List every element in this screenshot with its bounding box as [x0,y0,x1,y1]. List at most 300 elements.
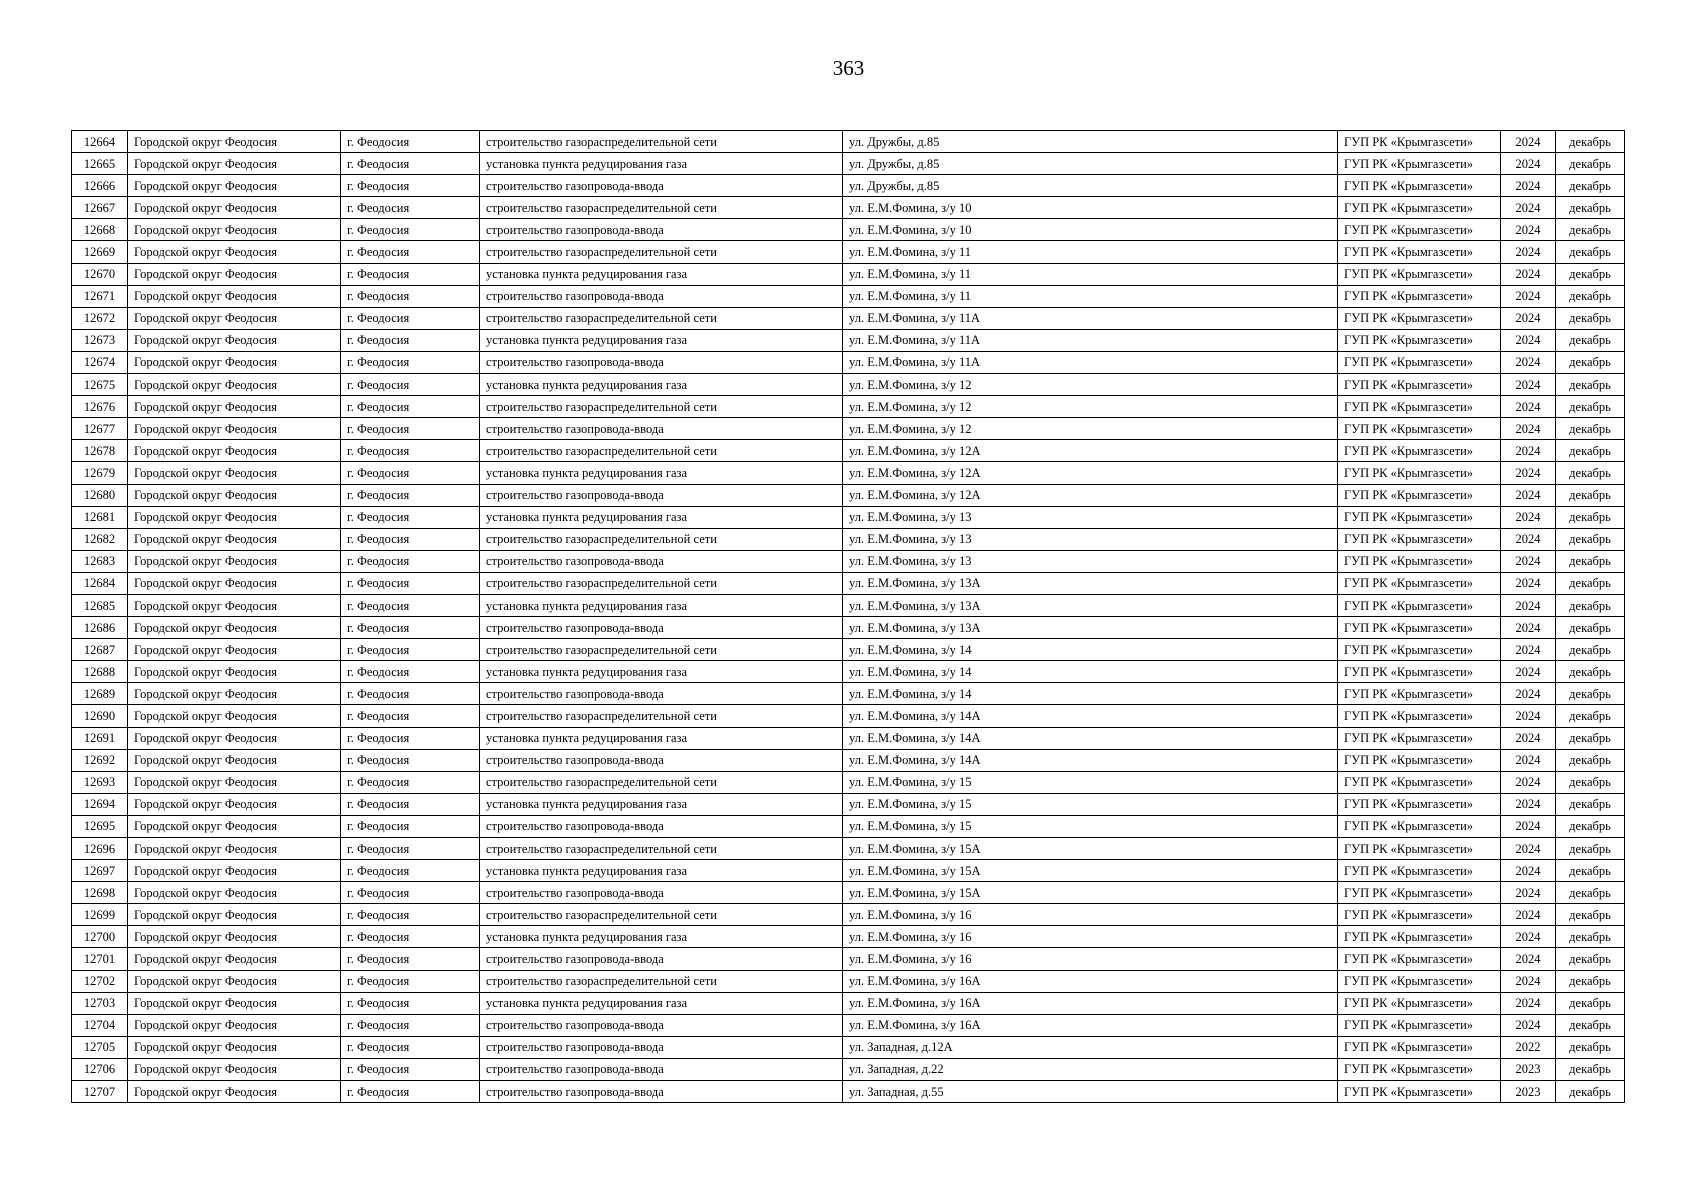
table-row [72,683,1625,705]
locality-cell: г. Феодосия [341,661,480,683]
district-cell: Городской округ Феодосия [128,1081,341,1103]
table-row [72,528,1625,550]
organization-cell: ГУП РК «Крымгазсети» [1338,462,1501,484]
table-row [72,970,1625,992]
organization-cell: ГУП РК «Крымгазсети» [1338,749,1501,771]
month-cell: декабрь [1556,1014,1625,1036]
locality-cell: г. Феодосия [341,617,480,639]
month-cell: декабрь [1556,440,1625,462]
work-type-cell: строительство газопровода-ввода [480,882,843,904]
address-cell: ул. Е.М.Фомина, з/у 11А [843,307,1338,329]
month-cell: декабрь [1556,793,1625,815]
organization-cell: ГУП РК «Крымгазсети» [1338,374,1501,396]
organization-cell: ГУП РК «Крымгазсети» [1338,793,1501,815]
month-cell: декабрь [1556,948,1625,970]
locality-cell: г. Феодосия [341,131,480,153]
month-cell: декабрь [1556,572,1625,594]
row-number-cell: 12671 [72,285,128,307]
district-cell: Городской округ Феодосия [128,904,341,926]
locality-cell: г. Феодосия [341,197,480,219]
work-type-cell: строительство газораспределительной сети [480,197,843,219]
district-cell: Городской округ Феодосия [128,374,341,396]
work-type-cell: строительство газопровода-ввода [480,815,843,837]
table-row [72,1014,1625,1036]
table-row [72,131,1625,153]
month-cell: декабрь [1556,992,1625,1014]
row-number-cell: 12694 [72,793,128,815]
organization-cell: ГУП РК «Крымгазсети» [1338,661,1501,683]
table-row [72,1081,1625,1103]
work-type-cell: строительство газопровода-ввода [480,219,843,241]
work-type-cell: установка пункта редуцирования газа [480,992,843,1014]
year-cell: 2024 [1501,948,1556,970]
month-cell: декабрь [1556,197,1625,219]
district-cell: Городской округ Феодосия [128,484,341,506]
work-type-cell: строительство газопровода-ввода [480,1081,843,1103]
table-row [72,307,1625,329]
district-cell: Городской округ Феодосия [128,838,341,860]
organization-cell: ГУП РК «Крымгазсети» [1338,1081,1501,1103]
organization-cell: ГУП РК «Крымгазсети» [1338,329,1501,351]
row-number-cell: 12684 [72,572,128,594]
locality-cell: г. Феодосия [341,970,480,992]
work-type-cell: установка пункта редуцирования газа [480,594,843,616]
address-cell: ул. Западная, д.12А [843,1036,1338,1058]
address-cell: ул. Е.М.Фомина, з/у 14А [843,727,1338,749]
address-cell: ул. Е.М.Фомина, з/у 11 [843,285,1338,307]
work-type-cell: строительство газораспределительной сети [480,771,843,793]
district-cell: Городской округ Феодосия [128,351,341,373]
year-cell: 2023 [1501,1081,1556,1103]
locality-cell: г. Феодосия [341,528,480,550]
district-cell: Городской округ Феодосия [128,661,341,683]
district-cell: Городской округ Феодосия [128,285,341,307]
row-number-cell: 12664 [72,131,128,153]
year-cell: 2024 [1501,661,1556,683]
month-cell: декабрь [1556,396,1625,418]
address-cell: ул. Е.М.Фомина, з/у 12 [843,418,1338,440]
work-type-cell: строительство газопровода-ввода [480,418,843,440]
table-row [72,572,1625,594]
district-cell: Городской округ Феодосия [128,815,341,837]
organization-cell: ГУП РК «Крымгазсети» [1338,131,1501,153]
table-row [72,506,1625,528]
work-type-cell: строительство газораспределительной сети [480,307,843,329]
year-cell: 2024 [1501,462,1556,484]
row-number-cell: 12686 [72,617,128,639]
work-type-cell: строительство газораспределительной сети [480,904,843,926]
year-cell: 2024 [1501,838,1556,860]
organization-cell: ГУП РК «Крымгазсети» [1338,639,1501,661]
page-number: 363 [832,56,865,80]
month-cell: декабрь [1556,860,1625,882]
work-type-cell: установка пункта редуцирования газа [480,462,843,484]
organization-cell: ГУП РК «Крымгазсети» [1338,528,1501,550]
locality-cell: г. Феодосия [341,550,480,572]
work-type-cell: установка пункта редуцирования газа [480,374,843,396]
row-number-cell: 12665 [72,153,128,175]
locality-cell: г. Феодосия [341,904,480,926]
address-cell: ул. Западная, д.55 [843,1081,1338,1103]
year-cell: 2024 [1501,219,1556,241]
work-type-cell: строительство газораспределительной сети [480,705,843,727]
organization-cell: ГУП РК «Крымгазсети» [1338,926,1501,948]
work-type-cell: строительство газораспределительной сети [480,970,843,992]
table-row [72,594,1625,616]
month-cell: декабрь [1556,838,1625,860]
district-cell: Городской округ Феодосия [128,440,341,462]
month-cell: декабрь [1556,594,1625,616]
address-cell: ул. Е.М.Фомина, з/у 15 [843,771,1338,793]
work-type-cell: установка пункта редуцирования газа [480,793,843,815]
row-number-cell: 12673 [72,329,128,351]
organization-cell: ГУП РК «Крымгазсети» [1338,506,1501,528]
table-row [72,550,1625,572]
district-cell: Городской округ Феодосия [128,639,341,661]
month-cell: декабрь [1556,131,1625,153]
year-cell: 2024 [1501,793,1556,815]
work-type-cell: строительство газопровода-ввода [480,351,843,373]
year-cell: 2024 [1501,351,1556,373]
work-type-cell: строительство газораспределительной сети [480,396,843,418]
organization-cell: ГУП РК «Крымгазсети» [1338,175,1501,197]
gasification-registry-table [71,130,1625,1103]
month-cell: декабрь [1556,1036,1625,1058]
month-cell: декабрь [1556,683,1625,705]
organization-cell: ГУП РК «Крымгазсети» [1338,838,1501,860]
row-number-cell: 12698 [72,882,128,904]
month-cell: декабрь [1556,749,1625,771]
district-cell: Городской округ Феодосия [128,793,341,815]
table-row [72,771,1625,793]
year-cell: 2024 [1501,705,1556,727]
work-type-cell: строительство газопровода-ввода [480,484,843,506]
work-type-cell: строительство газораспределительной сети [480,241,843,263]
row-number-cell: 12682 [72,528,128,550]
row-number-cell: 12668 [72,219,128,241]
address-cell: ул. Е.М.Фомина, з/у 15А [843,838,1338,860]
month-cell: декабрь [1556,550,1625,572]
locality-cell: г. Феодосия [341,860,480,882]
address-cell: ул. Е.М.Фомина, з/у 13 [843,528,1338,550]
year-cell: 2024 [1501,639,1556,661]
address-cell: ул. Е.М.Фомина, з/у 14 [843,639,1338,661]
district-cell: Городской округ Феодосия [128,771,341,793]
row-number-cell: 12703 [72,992,128,1014]
work-type-cell: установка пункта редуцирования газа [480,263,843,285]
locality-cell: г. Феодосия [341,440,480,462]
year-cell: 2024 [1501,528,1556,550]
year-cell: 2024 [1501,683,1556,705]
month-cell: декабрь [1556,1081,1625,1103]
work-type-cell: строительство газопровода-ввода [480,1014,843,1036]
year-cell: 2024 [1501,285,1556,307]
district-cell: Городской округ Феодосия [128,970,341,992]
address-cell: ул. Е.М.Фомина, з/у 16А [843,992,1338,1014]
organization-cell: ГУП РК «Крымгазсети» [1338,550,1501,572]
work-type-cell: строительство газопровода-ввода [480,1058,843,1080]
month-cell: декабрь [1556,307,1625,329]
district-cell: Городской округ Феодосия [128,307,341,329]
month-cell: декабрь [1556,705,1625,727]
row-number-cell: 12695 [72,815,128,837]
locality-cell: г. Феодосия [341,374,480,396]
work-type-cell: установка пункта редуцирования газа [480,153,843,175]
locality-cell: г. Феодосия [341,506,480,528]
year-cell: 2024 [1501,418,1556,440]
locality-cell: г. Феодосия [341,1014,480,1036]
work-type-cell: установка пункта редуцирования газа [480,329,843,351]
row-number-cell: 12674 [72,351,128,373]
table-row [72,749,1625,771]
locality-cell: г. Феодосия [341,351,480,373]
row-number-cell: 12692 [72,749,128,771]
table-row [72,639,1625,661]
year-cell: 2024 [1501,506,1556,528]
district-cell: Городской округ Феодосия [128,131,341,153]
locality-cell: г. Феодосия [341,838,480,860]
address-cell: ул. Е.М.Фомина, з/у 14 [843,683,1338,705]
district-cell: Городской округ Феодосия [128,241,341,263]
locality-cell: г. Феодосия [341,992,480,1014]
table-row [72,882,1625,904]
row-number-cell: 12666 [72,175,128,197]
locality-cell: г. Феодосия [341,418,480,440]
row-number-cell: 12679 [72,462,128,484]
address-cell: ул. Западная, д.22 [843,1058,1338,1080]
row-number-cell: 12697 [72,860,128,882]
address-cell: ул. Е.М.Фомина, з/у 13А [843,617,1338,639]
district-cell: Городской округ Феодосия [128,550,341,572]
month-cell: декабрь [1556,771,1625,793]
locality-cell: г. Феодосия [341,153,480,175]
work-type-cell: строительство газопровода-ввода [480,285,843,307]
year-cell: 2024 [1501,263,1556,285]
locality-cell: г. Феодосия [341,926,480,948]
district-cell: Городской округ Феодосия [128,175,341,197]
locality-cell: г. Феодосия [341,815,480,837]
organization-cell: ГУП РК «Крымгазсети» [1338,705,1501,727]
year-cell: 2024 [1501,374,1556,396]
district-cell: Городской округ Феодосия [128,683,341,705]
table-row [72,374,1625,396]
work-type-cell: установка пункта редуцирования газа [480,506,843,528]
locality-cell: г. Феодосия [341,484,480,506]
organization-cell: ГУП РК «Крымгазсети» [1338,904,1501,926]
work-type-cell: установка пункта редуцирования газа [480,661,843,683]
organization-cell: ГУП РК «Крымгазсети» [1338,484,1501,506]
table-row [72,1058,1625,1080]
organization-cell: ГУП РК «Крымгазсети» [1338,970,1501,992]
year-cell: 2024 [1501,970,1556,992]
year-cell: 2024 [1501,484,1556,506]
table-row [72,219,1625,241]
district-cell: Городской округ Феодосия [128,197,341,219]
row-number-cell: 12705 [72,1036,128,1058]
year-cell: 2024 [1501,771,1556,793]
year-cell: 2024 [1501,727,1556,749]
row-number-cell: 12691 [72,727,128,749]
table-row [72,396,1625,418]
address-cell: ул. Е.М.Фомина, з/у 14А [843,749,1338,771]
row-number-cell: 12699 [72,904,128,926]
work-type-cell: строительство газопровода-ввода [480,1036,843,1058]
table-row [72,705,1625,727]
year-cell: 2023 [1501,1058,1556,1080]
month-cell: декабрь [1556,528,1625,550]
organization-cell: ГУП РК «Крымгазсети» [1338,263,1501,285]
table-row [72,727,1625,749]
month-cell: декабрь [1556,970,1625,992]
month-cell: декабрь [1556,175,1625,197]
year-cell: 2024 [1501,904,1556,926]
table-body [72,131,1625,1103]
work-type-cell: установка пункта редуцирования газа [480,860,843,882]
work-type-cell: строительство газопровода-ввода [480,550,843,572]
district-cell: Городской округ Феодосия [128,329,341,351]
table-row [72,197,1625,219]
table-row [72,329,1625,351]
work-type-cell: строительство газораспределительной сети [480,528,843,550]
address-cell: ул. Е.М.Фомина, з/у 16А [843,1014,1338,1036]
year-cell: 2024 [1501,329,1556,351]
locality-cell: г. Феодосия [341,329,480,351]
district-cell: Городской округ Феодосия [128,948,341,970]
row-number-cell: 12683 [72,550,128,572]
work-type-cell: строительство газопровода-ввода [480,617,843,639]
district-cell: Городской округ Феодосия [128,992,341,1014]
organization-cell: ГУП РК «Крымгазсети» [1338,241,1501,263]
organization-cell: ГУП РК «Крымгазсети» [1338,440,1501,462]
locality-cell: г. Феодосия [341,307,480,329]
year-cell: 2024 [1501,440,1556,462]
table-row [72,860,1625,882]
locality-cell: г. Феодосия [341,1081,480,1103]
district-cell: Городской округ Феодосия [128,418,341,440]
row-number-cell: 12701 [72,948,128,970]
locality-cell: г. Феодосия [341,683,480,705]
month-cell: декабрь [1556,904,1625,926]
work-type-cell: строительство газораспределительной сети [480,572,843,594]
locality-cell: г. Феодосия [341,771,480,793]
year-cell: 2024 [1501,307,1556,329]
row-number-cell: 12693 [72,771,128,793]
month-cell: декабрь [1556,926,1625,948]
organization-cell: ГУП РК «Крымгазсети» [1338,860,1501,882]
work-type-cell: строительство газопровода-ввода [480,175,843,197]
month-cell: декабрь [1556,418,1625,440]
row-number-cell: 12696 [72,838,128,860]
month-cell: декабрь [1556,329,1625,351]
locality-cell: г. Феодосия [341,241,480,263]
table-row [72,815,1625,837]
row-number-cell: 12667 [72,197,128,219]
row-number-cell: 12702 [72,970,128,992]
district-cell: Городской округ Феодосия [128,860,341,882]
locality-cell: г. Феодосия [341,572,480,594]
work-type-cell: установка пункта редуцирования газа [480,926,843,948]
address-cell: ул. Е.М.Фомина, з/у 14А [843,705,1338,727]
address-cell: ул. Дружбы, д.85 [843,131,1338,153]
address-cell: ул. Е.М.Фомина, з/у 15А [843,860,1338,882]
month-cell: декабрь [1556,351,1625,373]
district-cell: Городской округ Феодосия [128,749,341,771]
table-row [72,484,1625,506]
locality-cell: г. Феодосия [341,749,480,771]
address-cell: ул. Е.М.Фомина, з/у 13 [843,506,1338,528]
locality-cell: г. Феодосия [341,1036,480,1058]
district-cell: Городской округ Феодосия [128,594,341,616]
organization-cell: ГУП РК «Крымгазсети» [1338,683,1501,705]
address-cell: ул. Е.М.Фомина, з/у 16 [843,948,1338,970]
address-cell: ул. Дружбы, д.85 [843,153,1338,175]
address-cell: ул. Е.М.Фомина, з/у 15А [843,882,1338,904]
address-cell: ул. Дружбы, д.85 [843,175,1338,197]
month-cell: декабрь [1556,462,1625,484]
address-cell: ул. Е.М.Фомина, з/у 16А [843,970,1338,992]
year-cell: 2024 [1501,860,1556,882]
table-row [72,241,1625,263]
address-cell: ул. Е.М.Фомина, з/у 13 [843,550,1338,572]
year-cell: 2024 [1501,153,1556,175]
year-cell: 2024 [1501,617,1556,639]
organization-cell: ГУП РК «Крымгазсети» [1338,727,1501,749]
district-cell: Городской округ Феодосия [128,153,341,175]
month-cell: декабрь [1556,219,1625,241]
year-cell: 2024 [1501,175,1556,197]
address-cell: ул. Е.М.Фомина, з/у 12 [843,374,1338,396]
locality-cell: г. Феодосия [341,263,480,285]
work-type-cell: строительство газопровода-ввода [480,683,843,705]
address-cell: ул. Е.М.Фомина, з/у 12А [843,462,1338,484]
row-number-cell: 12672 [72,307,128,329]
organization-cell: ГУП РК «Крымгазсети» [1338,594,1501,616]
district-cell: Городской округ Феодосия [128,572,341,594]
month-cell: декабрь [1556,639,1625,661]
organization-cell: ГУП РК «Крымгазсети» [1338,1036,1501,1058]
work-type-cell: установка пункта редуцирования газа [480,727,843,749]
organization-cell: ГУП РК «Крымгазсети» [1338,307,1501,329]
month-cell: декабрь [1556,153,1625,175]
row-number-cell: 12685 [72,594,128,616]
locality-cell: г. Феодосия [341,219,480,241]
table-row [72,351,1625,373]
year-cell: 2022 [1501,1036,1556,1058]
work-type-cell: строительство газопровода-ввода [480,749,843,771]
month-cell: декабрь [1556,1058,1625,1080]
table-row [72,263,1625,285]
address-cell: ул. Е.М.Фомина, з/у 12А [843,484,1338,506]
district-cell: Городской округ Феодосия [128,219,341,241]
district-cell: Городской округ Феодосия [128,1036,341,1058]
organization-cell: ГУП РК «Крымгазсети» [1338,617,1501,639]
district-cell: Городской округ Феодосия [128,1014,341,1036]
district-cell: Городской округ Феодосия [128,506,341,528]
organization-cell: ГУП РК «Крымгазсети» [1338,153,1501,175]
row-number-cell: 12704 [72,1014,128,1036]
year-cell: 2024 [1501,1014,1556,1036]
row-number-cell: 12700 [72,926,128,948]
address-cell: ул. Е.М.Фомина, з/у 11А [843,329,1338,351]
organization-cell: ГУП РК «Крымгазсети» [1338,418,1501,440]
work-type-cell: строительство газораспределительной сети [480,131,843,153]
locality-cell: г. Феодосия [341,948,480,970]
year-cell: 2024 [1501,572,1556,594]
organization-cell: ГУП РК «Крымгазсети» [1338,1058,1501,1080]
month-cell: декабрь [1556,285,1625,307]
month-cell: декабрь [1556,617,1625,639]
table-row [72,793,1625,815]
